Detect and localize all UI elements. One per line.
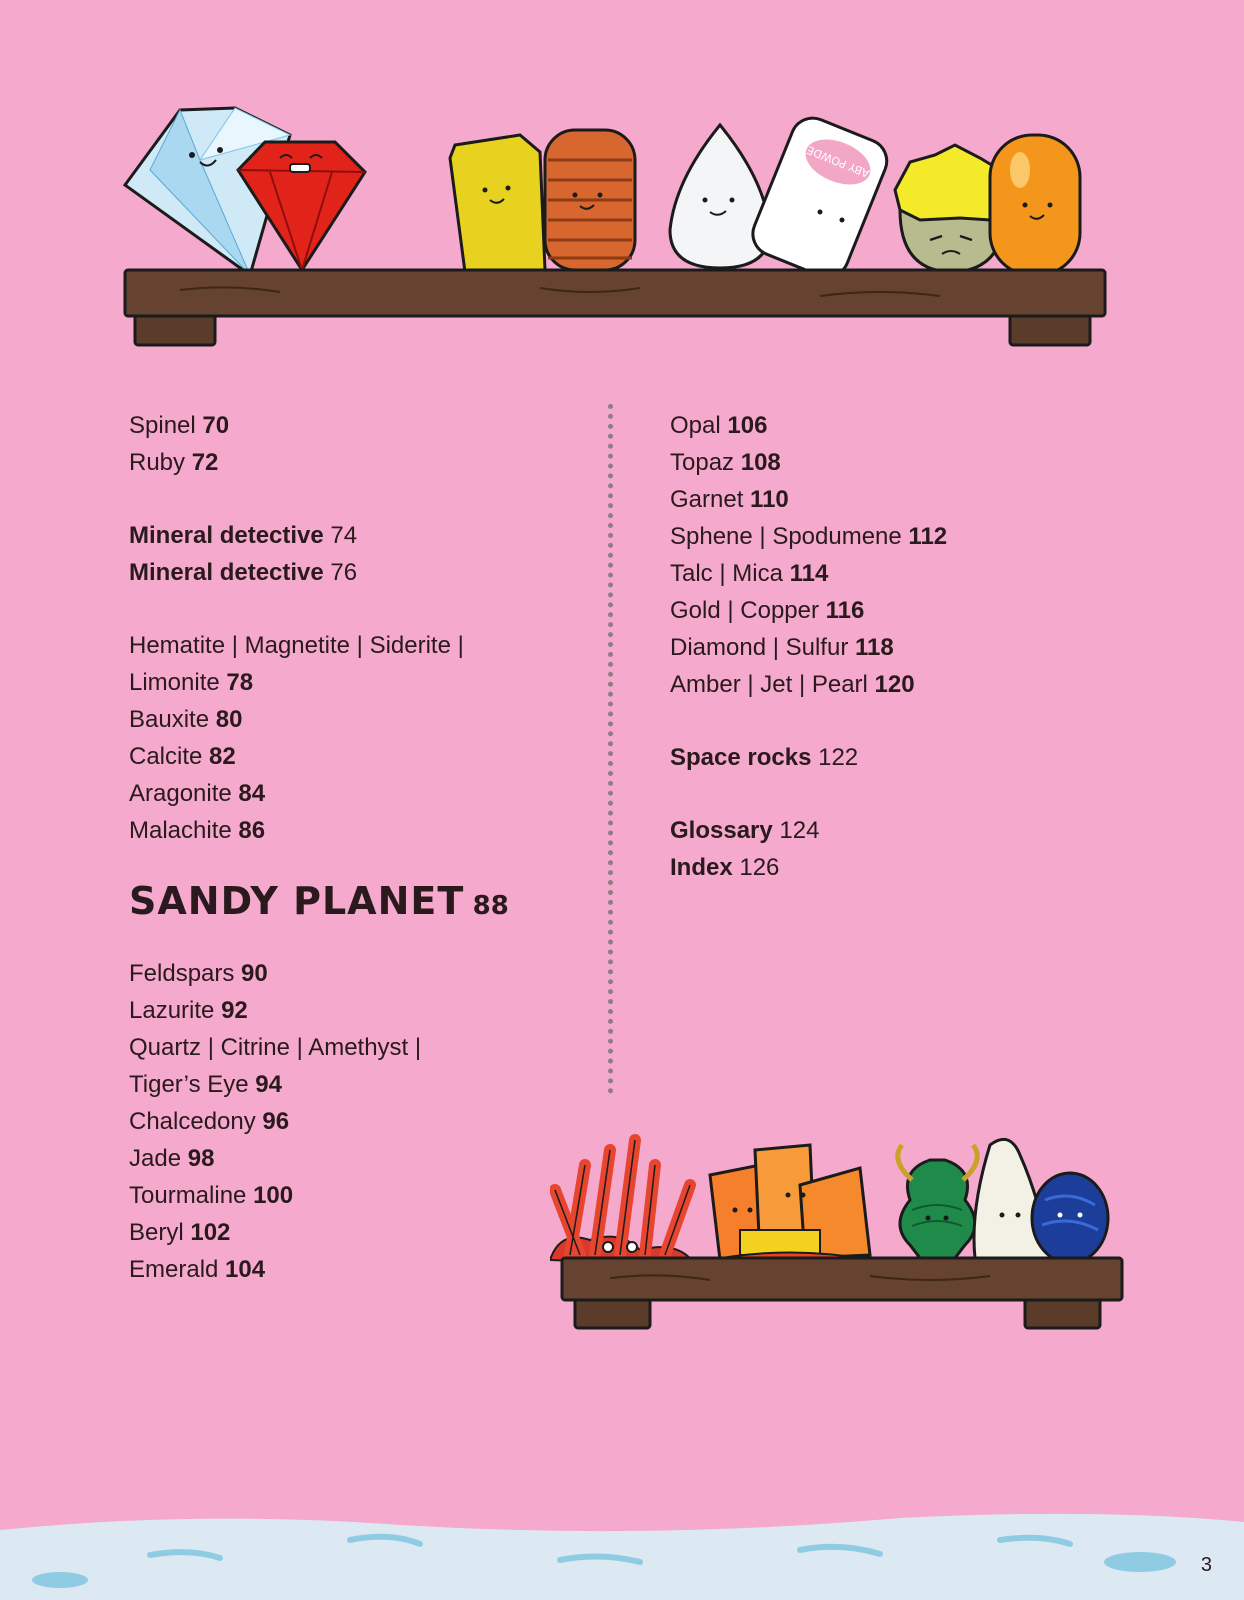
toc-entry (129, 1177, 559, 1214)
toc-entry-name: Garnet (670, 486, 744, 513)
toc-entry-name: Index (670, 854, 733, 881)
toc-entry-page: 76 (330, 559, 358, 586)
toc-entry-name: Space rocks (670, 744, 812, 771)
toc-gap (129, 591, 559, 627)
toc-entry (670, 407, 1100, 444)
toc-entry (670, 555, 1100, 592)
toc-entry-name: Glossary (670, 817, 773, 844)
toc-entry (129, 775, 559, 812)
toc-entry-page: 122 (818, 744, 859, 771)
toc-entry-name: Calcite (129, 743, 203, 770)
toc-entry-page: 94 (255, 1071, 282, 1098)
toc-entry (670, 812, 1100, 849)
toc-entry-page: 72 (191, 449, 219, 476)
toc-entry-name: Diamond | Sulfur (670, 634, 849, 661)
top-shelf-plank (125, 270, 1105, 345)
bottom-shelf-plank (562, 1258, 1122, 1328)
opal-drop-icon (670, 125, 770, 268)
toc-entry (670, 444, 1100, 481)
toc-right-column (670, 407, 1100, 886)
toc-entry (670, 666, 1100, 703)
toc-entry (129, 554, 559, 591)
toc-entry-page: 100 (253, 1182, 294, 1209)
toc-entry-page: 118 (854, 634, 894, 661)
bottom-shelf-illustration (550, 1130, 1130, 1370)
column-divider (608, 404, 613, 1094)
toc-entry-name: Feldspars (129, 960, 235, 987)
toc-entry-name: Hematite | Magnetite | Siderite | (129, 632, 464, 659)
toc-entry-name: Emerald (129, 1256, 219, 1283)
toc-entry-name: Bauxite (129, 706, 210, 733)
powder-label: BABY POWDER (797, 140, 879, 183)
toc-entry (129, 701, 559, 738)
azurite-stone-icon (1032, 1173, 1108, 1263)
toc-entry-name: Lazurite (129, 997, 215, 1024)
toc-left-column (129, 407, 559, 1288)
toc-entry (129, 812, 559, 849)
toc-entry-page: 82 (209, 743, 236, 770)
toc-entry-name: Tiger’s Eye (129, 1071, 249, 1098)
toc-entry-page: 106 (727, 412, 768, 439)
toc-entry-page: 114 (789, 560, 829, 587)
gold-bar-icon (450, 135, 545, 272)
toc-entry (670, 518, 1100, 555)
toc-entry-page: 96 (262, 1108, 290, 1135)
copper-coil-icon (545, 130, 635, 270)
toc-entry-page: 104 (225, 1256, 266, 1283)
toc-entry-page: 88 (472, 891, 509, 921)
toc-entry-page: 108 (740, 449, 781, 476)
amber-stone-icon (990, 135, 1080, 275)
toc-entry (129, 992, 559, 1029)
toc-entry (129, 1029, 559, 1066)
toc-entry (129, 444, 559, 481)
toc-entry-name: Tourmaline (129, 1182, 247, 1209)
page-number: 3 (1200, 1554, 1212, 1576)
orange-crystals-icon (710, 1145, 870, 1260)
toc-entry (129, 407, 559, 444)
toc-entry (129, 1066, 559, 1103)
toc-entry-name: Beryl (129, 1219, 184, 1246)
toc-entry-name: Opal (670, 412, 721, 439)
toc-entry-name: Amber | Jet | Pearl (670, 671, 868, 698)
toc-entry-name: Mineral detective (129, 559, 324, 586)
toc-entry-page: 98 (187, 1145, 215, 1172)
toc-entry (129, 738, 559, 775)
toc-entry (129, 1214, 559, 1251)
toc-entry (129, 955, 559, 992)
toc-entry-page: 126 (739, 854, 780, 881)
toc-entry-page: 80 (215, 706, 243, 733)
toc-entry-page: 120 (874, 671, 915, 698)
toc-entry-page: 92 (221, 997, 248, 1024)
toc-entry (670, 739, 1100, 776)
toc-entry-page: 86 (238, 817, 266, 844)
toc-entry (129, 627, 559, 664)
toc-entry-page: 124 (779, 817, 820, 844)
toc-entry-page: 74 (330, 522, 358, 549)
toc-entry (129, 1103, 559, 1140)
toc-entry (670, 849, 1100, 886)
toc-entry-name: Aragonite (129, 780, 232, 807)
toc-entry-name: Chalcedony (129, 1108, 256, 1135)
toc-gap (129, 481, 559, 517)
toc-entry-name: Ruby (129, 449, 186, 476)
toc-entry-page: 110 (750, 486, 789, 513)
toc-entry-name: Jade (129, 1145, 182, 1172)
toc-entry-name: Spinel (129, 412, 196, 439)
toc-entry (129, 1140, 559, 1177)
toc-entry-name: Talc | Mica (670, 560, 783, 587)
toc-entry-name: Limonite (129, 669, 220, 696)
toc-entry-page: 116 (825, 597, 865, 624)
toc-entry-page: 90 (241, 960, 268, 987)
toc-entry-page: 70 (202, 412, 230, 439)
toc-entry (670, 481, 1100, 518)
toc-entry (129, 1251, 559, 1288)
toc-entry (670, 629, 1100, 666)
ground-strip (0, 1500, 1244, 1600)
toc-entry-name: SANDY PLANET (129, 879, 465, 923)
toc-entry-name: Sphene | Spodumene (670, 523, 902, 550)
toc-entry-name: Mineral detective (129, 522, 324, 549)
top-shelf-illustration (120, 100, 1110, 350)
toc-entry (670, 592, 1100, 629)
red-crystal-cluster-icon (550, 1140, 695, 1265)
malachite-vase-icon (898, 1145, 977, 1258)
toc-entry-name: Quartz | Citrine | Amethyst | (129, 1034, 422, 1061)
baby-powder-talc-icon (746, 112, 893, 284)
toc-entry (129, 664, 559, 701)
toc-gap (670, 776, 1100, 812)
toc-entry-page: 102 (190, 1219, 231, 1246)
toc-chapter-heading (129, 879, 559, 925)
toc-entry-name: Malachite (129, 817, 232, 844)
toc-entry-page: 84 (238, 780, 266, 807)
toc-entry-page: 78 (226, 669, 254, 696)
toc-entry-name: Gold | Copper (670, 597, 819, 624)
toc-entry-page: 112 (908, 523, 948, 550)
toc-entry-name: Topaz (670, 449, 735, 476)
toc-entry (129, 517, 559, 554)
toc-gap (670, 703, 1100, 739)
